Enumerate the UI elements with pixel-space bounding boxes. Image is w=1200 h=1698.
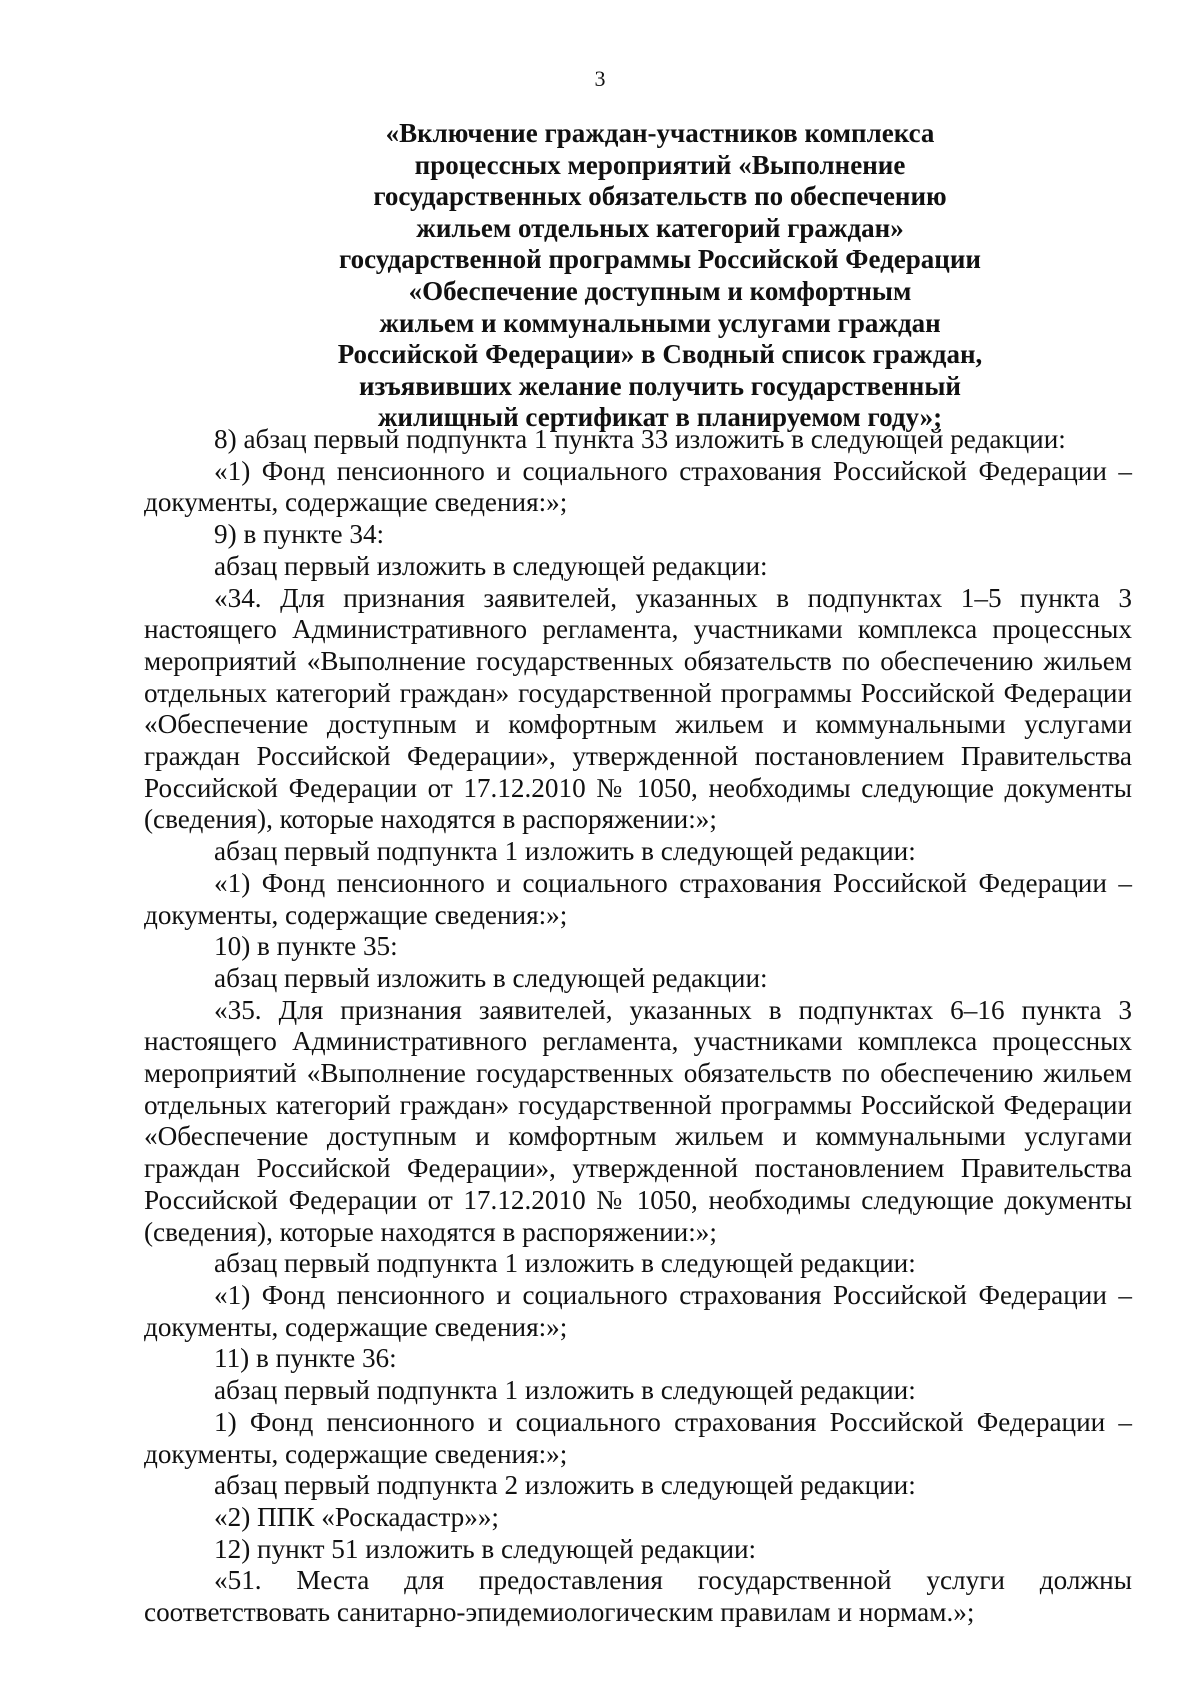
paragraph: 1) Фонд пенсионного и социального страхования Российской Федерации – документы, содержащие сведения:»; (144, 1406, 1132, 1469)
paragraph: «1) Фонд пенсионного и социального страхования Российской Федерации – документы, содержащие сведения:»; (144, 867, 1132, 930)
paragraph: «1) Фонд пенсионного и социального страхования Российской Федерации – документы, содержащие сведения:»; (144, 1279, 1132, 1342)
paragraph: абзац первый подпункта 2 изложить в следующей редакции: (214, 1470, 916, 1501)
paragraph: «34. Для признания заявителей, указанных в подпунктах 1–5 пункта 3 настоящего Административного регламента, участниками комплекса процессных мероприятий «Выполнение государственных обязательств по обеспечению жильем отдельных категорий граждан» государственной программы Российской Федерации «Обеспечение доступным и комфортным жильем и коммунальными услугами граждан Российской Федерации», утвержденной постановлением Правительства Российской Федерации от 17.12.2010 № 1050, необходимы следующие документы (сведения), которые находятся в распоряжении:»; (144, 582, 1132, 835)
heading-line: государственных обязательств по обеспечению (373, 181, 947, 212)
paragraph: «35. Для признания заявителей, указанных в подпунктах 6–16 пункта 3 настоящего Административного регламента, участниками комплекса процессных мероприятий «Выполнение государственных обязательств по обеспечению жильем отдельных категорий граждан» государственной программы Российской Федерации «Обеспечение доступным и комфортным жильем и коммунальными услугами граждан Российской Федерации», утвержденной постановлением Правительства Российской Федерации от 17.12.2010 № 1050, необходимы следующие документы (сведения), которые находятся в распоряжении:»; (144, 994, 1132, 1247)
page-number: 3 (594, 66, 606, 91)
heading-line: процессных мероприятий «Выполнение (414, 149, 906, 180)
paragraph: абзац первый подпункта 1 изложить в следующей редакции: (214, 1248, 916, 1279)
paragraph: «1) Фонд пенсионного и социального страхования Российской Федерации – документы, содержащие сведения:»; (144, 455, 1132, 518)
heading-line: Российской Федерации» в Сводный список граждан, (337, 339, 983, 370)
paragraph: 10) в пункте 35: (214, 931, 398, 962)
heading-line: государственной программы Российской Федерации (339, 244, 981, 275)
heading-line: жилищный сертификат в планируемом году»; (377, 402, 943, 433)
paragraph: «2) ППК «Роскадастр»»; (214, 1501, 499, 1532)
paragraph: 9) в пункте 34: (214, 519, 385, 550)
heading-line: жильем и коммунальными услугами граждан (379, 307, 941, 338)
document-body (144, 424, 1132, 1629)
paragraph: абзац первый подпункта 1 изложить в следующей редакции: (214, 1375, 916, 1406)
heading-line: изъявивших желание получить государственный (359, 370, 961, 401)
paragraph: абзац первый изложить в следующей редакции: (214, 962, 768, 993)
paragraph: 8) абзац первый подпункта 1 пункта 33 изложить в следующей редакции: (214, 424, 1066, 454)
section-heading (320, 118, 1000, 434)
paragraph: абзац первый подпункта 1 изложить в следующей редакции: (214, 836, 916, 867)
paragraph: 11) в пункте 36: (214, 1343, 397, 1374)
heading-line: «Включение граждан-участников комплекса (385, 118, 935, 148)
heading-line: жильем отдельных категорий граждан» (416, 212, 904, 243)
paragraph: 12) пункт 51 изложить в следующей редакции: (214, 1533, 757, 1564)
heading-line: «Обеспечение доступным и комфортным (408, 275, 912, 306)
paragraph: абзац первый изложить в следующей редакции: (214, 550, 768, 581)
paragraph: «51. Места для предоставления государственной услуги должны соответствовать санитарно-эпидемиологическим правилам и нормам.»; (144, 1565, 1132, 1628)
